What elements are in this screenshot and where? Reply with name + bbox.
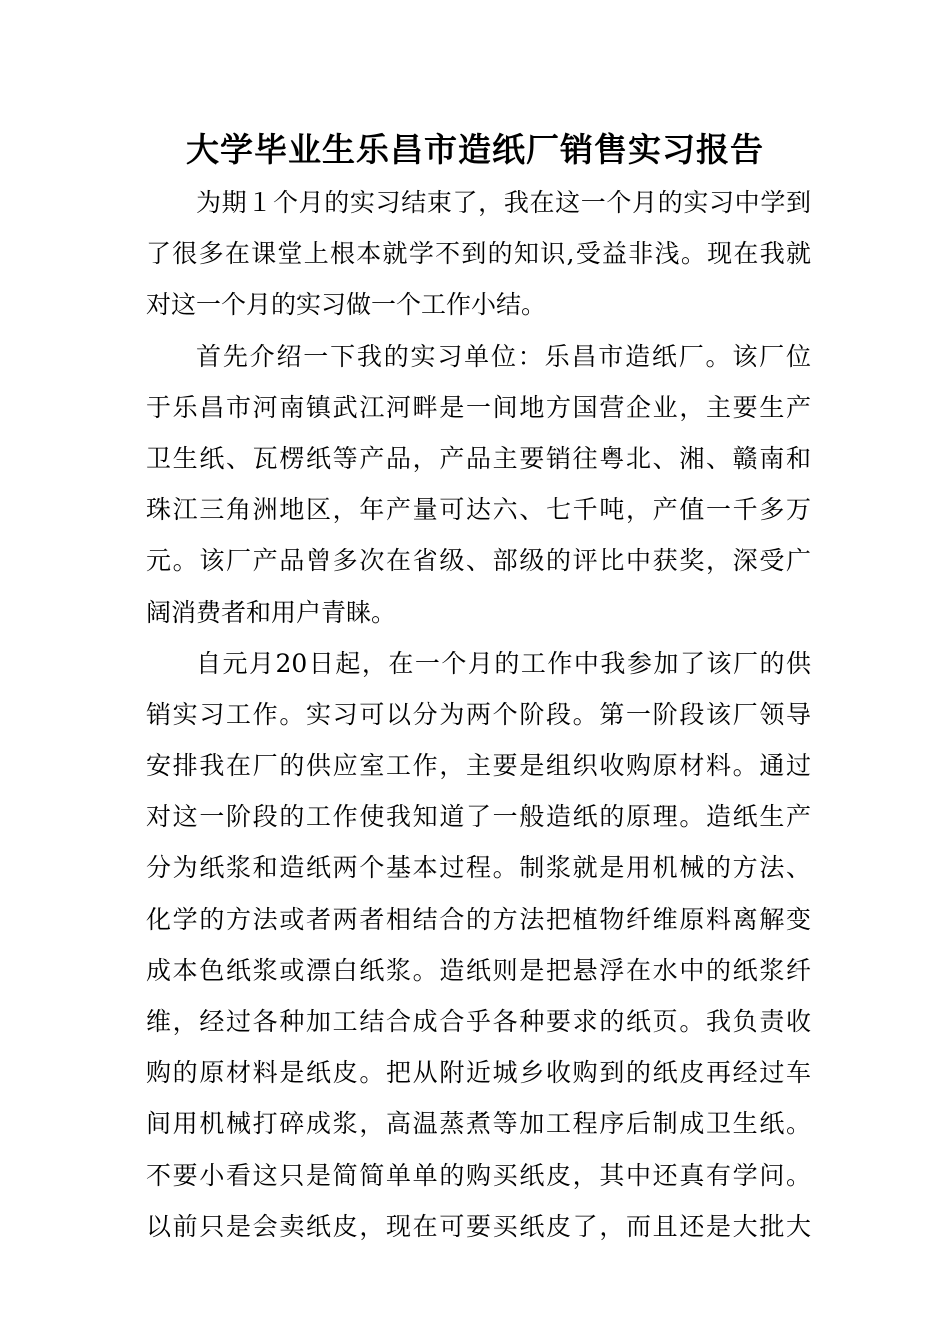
body-line: 元。该厂产品曾多次在省级、部级的评比中获奖，深受广 xyxy=(146,546,811,576)
body-line: 安排我在厂的供应室工作，主要是组织收购原材料。通过 xyxy=(146,751,811,781)
body-line: 化学的方法或者两者相结合的方法把植物纤维原料离解变 xyxy=(146,904,811,934)
body-line: 了很多在课堂上根本就学不到的知识,受益非浅。现在我就 xyxy=(146,239,811,269)
body-line: 对这一个月的实习做一个工作小结。 xyxy=(146,290,547,320)
body-line: 为期１个月的实习结束了，我在这一个月的实习中学到 xyxy=(196,188,811,217)
body-line: 分为纸浆和造纸两个基本过程。制浆就是用机械的方法、 xyxy=(146,853,811,883)
document-body xyxy=(146,177,811,1252)
body-line: 不要小看这只是简简单单的购买纸皮，其中还真有学问。 xyxy=(146,1160,811,1190)
body-line: 首先介绍一下我的实习单位：乐昌市造纸厂。该厂位 xyxy=(196,341,811,371)
document-title: 大学毕业生乐昌市造纸厂销售实习报告 xyxy=(186,130,764,169)
body-line: 销实习工作。实习可以分为两个阶段。第一阶段该厂领导 xyxy=(146,699,811,729)
body-line: 间用机械打碎成浆，高温蒸煮等加工程序后制成卫生纸。 xyxy=(146,1109,811,1139)
body-line: 维，经过各种加工结合成合乎各种要求的纸页。我负责收 xyxy=(146,1007,811,1036)
body-line: 以前只是会卖纸皮，现在可要买纸皮了，而且还是大批大 xyxy=(146,1211,811,1241)
body-line: 卫生纸、瓦楞纸等产品，产品主要销往粤北、湘、赣南和 xyxy=(146,443,811,473)
body-line: 阔消费者和用户青睐。 xyxy=(146,597,397,627)
body-line: 自元月20日起，在一个月的工作中我参加了该厂的供 xyxy=(196,648,811,678)
body-line: 成本色纸浆或漂白纸浆。造纸则是把悬浮在水中的纸浆纤 xyxy=(146,955,811,985)
body-line: 对这一阶段的工作使我知道了一般造纸的原理。造纸生产 xyxy=(146,802,811,832)
body-line: 珠江三角洲地区，年产量可达六、七千吨，产值一千多万 xyxy=(146,495,811,525)
body-line: 于乐昌市河南镇武江河畔是一间地方国营企业，主要生产 xyxy=(146,392,811,422)
body-line: 购的原材料是纸皮。把从附近城乡收购到的纸皮再经过车 xyxy=(146,1058,811,1088)
